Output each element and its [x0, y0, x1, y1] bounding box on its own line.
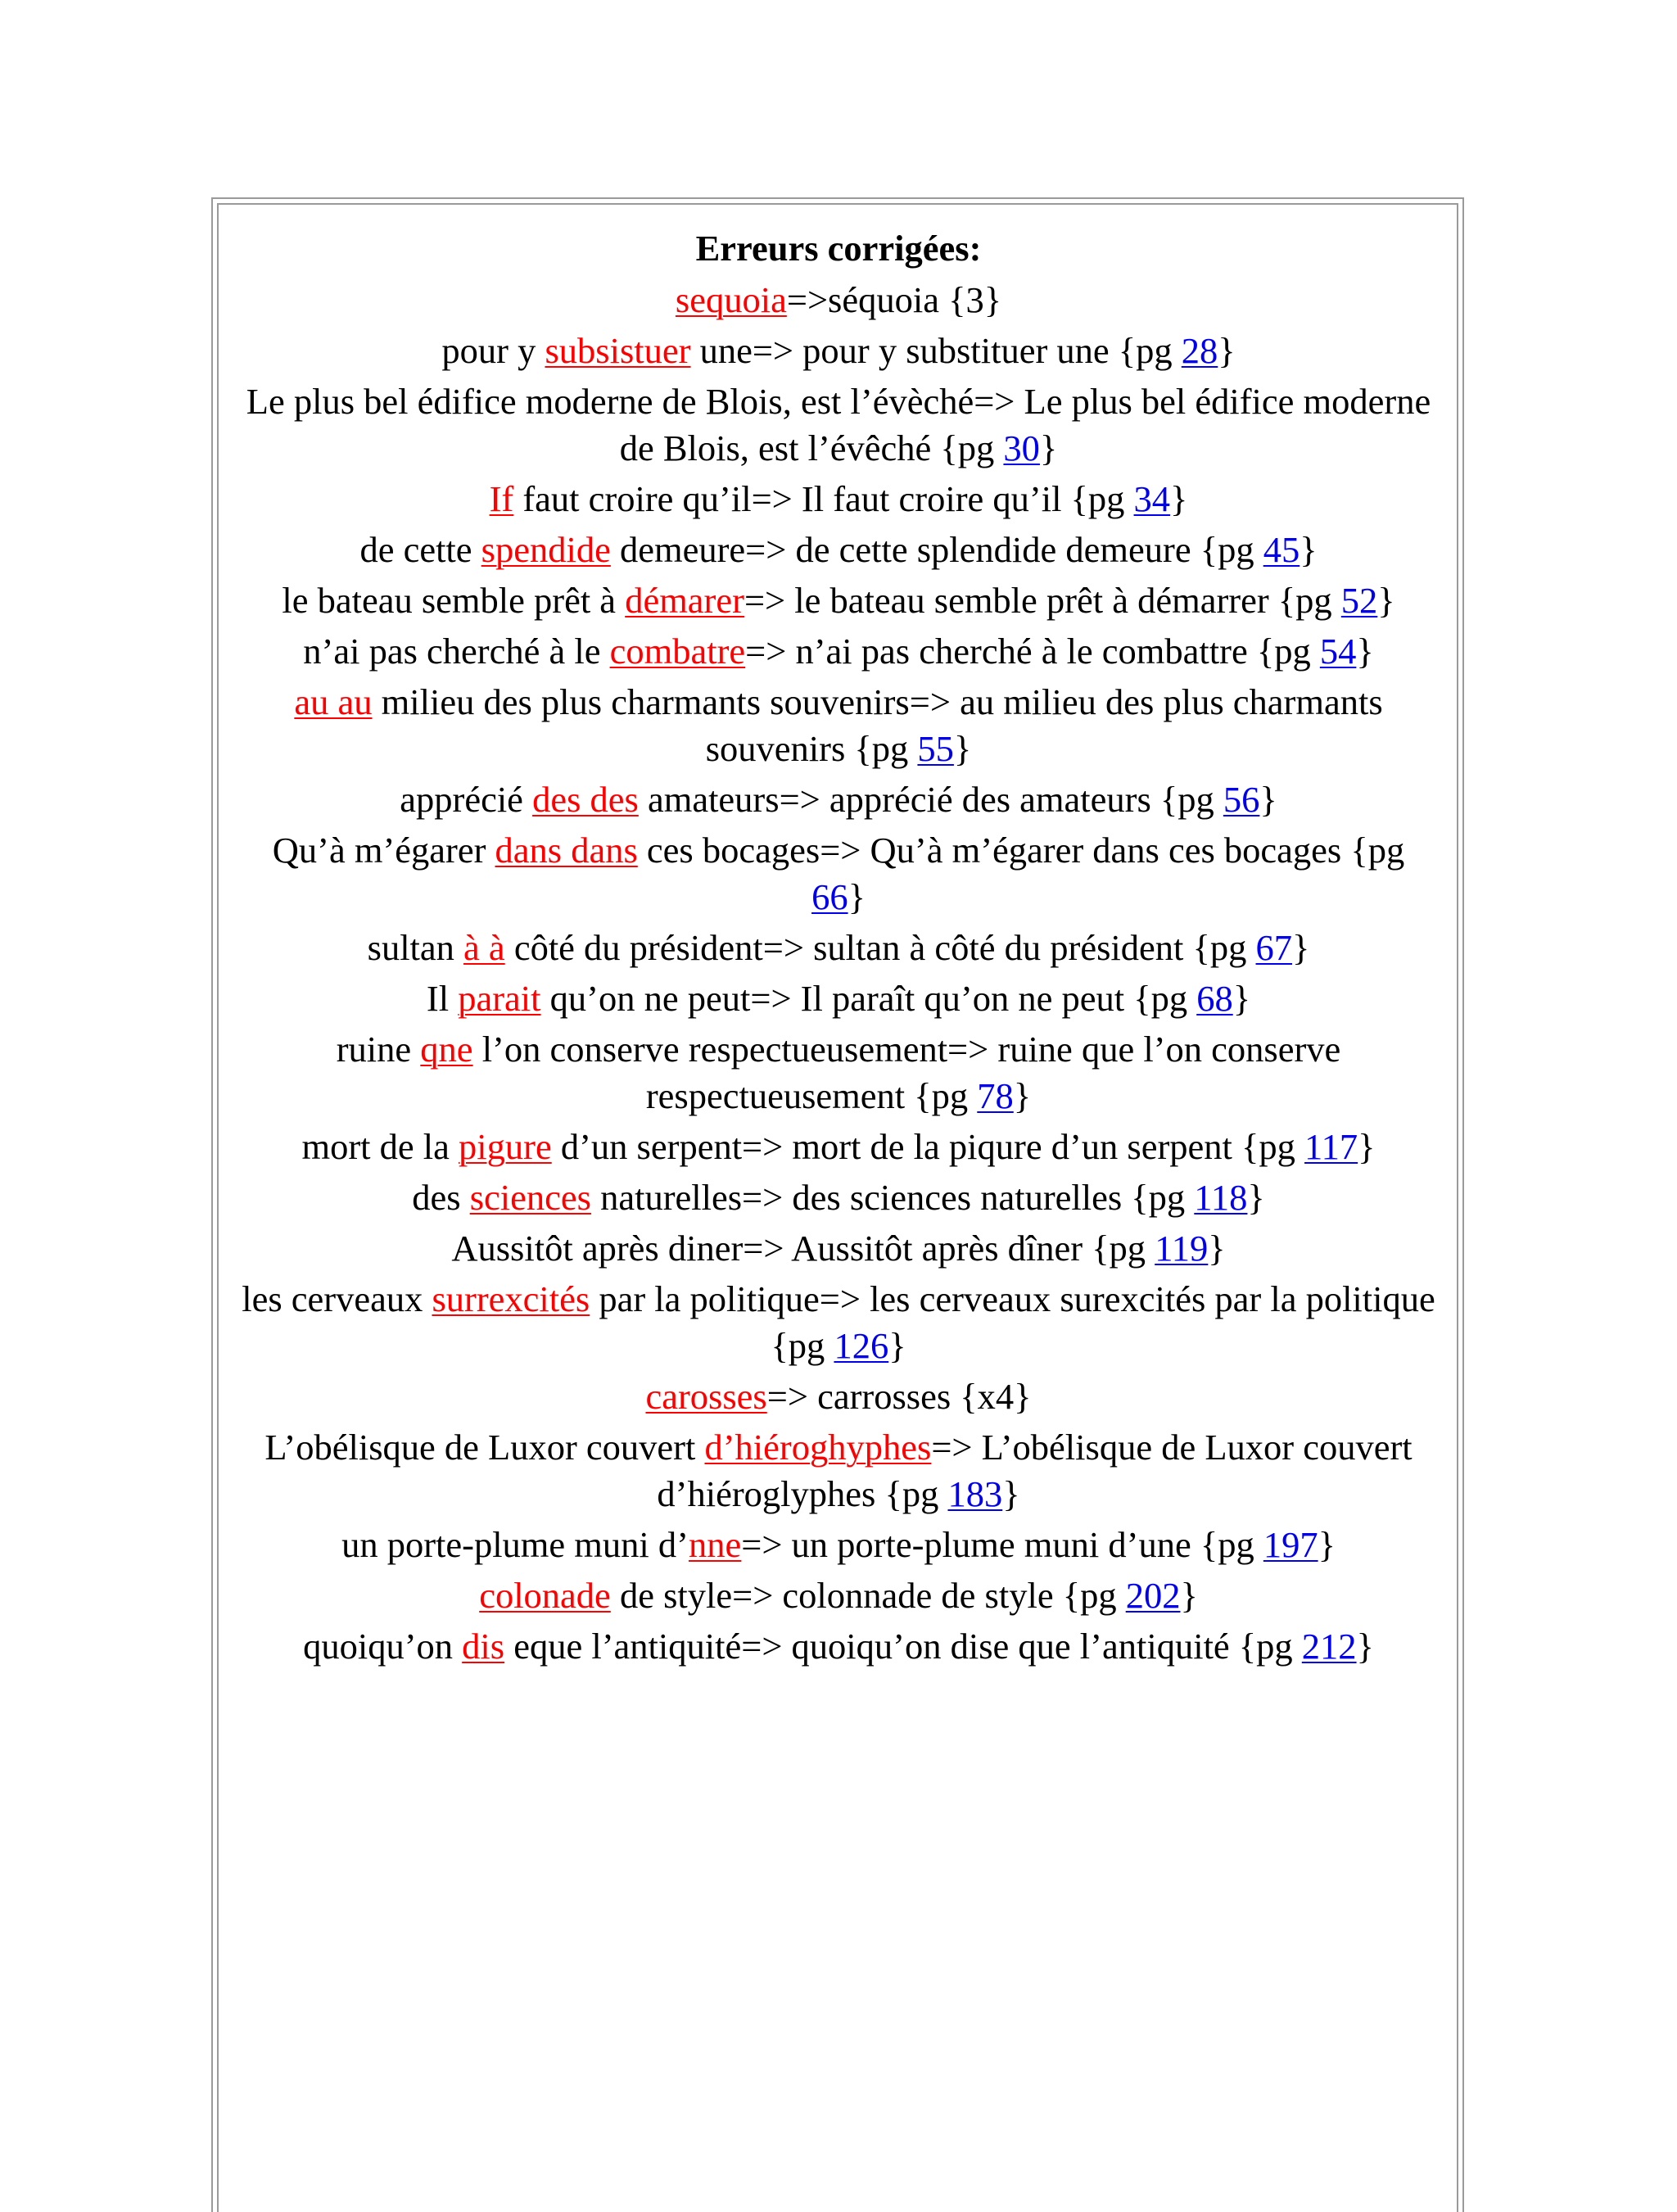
entry-close-brace: } — [1247, 1177, 1265, 1218]
entry-text-after: eque l’antiquité=> quoiqu’on dise que l’antiquité {pg — [504, 1626, 1302, 1667]
error-word: d’hiéroghyphes — [704, 1427, 932, 1468]
correction-entry — [242, 1276, 1435, 1369]
correction-entry — [242, 1424, 1435, 1518]
entry-text-after: amateurs=> apprécié des amateurs {pg — [638, 779, 1223, 820]
correction-entry — [242, 975, 1435, 1022]
error-word: sciences — [469, 1177, 591, 1218]
page-link[interactable]: 56 — [1223, 779, 1260, 820]
correction-entry — [242, 378, 1435, 472]
entry-text-before: pour y — [441, 330, 545, 371]
error-word: des des — [532, 779, 639, 820]
page-link[interactable]: 28 — [1181, 330, 1218, 371]
entry-text-after: côté du président=> sultan à côté du président {pg — [504, 927, 1256, 968]
error-word: subsistuer — [545, 330, 691, 371]
error-word: colonade — [479, 1575, 611, 1616]
page-link[interactable]: 45 — [1263, 529, 1300, 570]
entry-text-before: Qu’à m’égarer — [272, 830, 495, 871]
entry-close-brace: } — [1013, 1075, 1032, 1116]
entry-text-before: ruine — [336, 1029, 421, 1070]
entry-close-brace: } — [1180, 1575, 1198, 1616]
page-link[interactable]: 202 — [1125, 1575, 1181, 1616]
entry-text-before: les cerveaux — [242, 1278, 432, 1319]
page-link[interactable]: 34 — [1133, 478, 1171, 519]
corrections-list — [242, 225, 1435, 1674]
correction-entry — [242, 277, 1435, 323]
correction-entry — [242, 1522, 1435, 1568]
entry-close-brace: } — [1356, 631, 1374, 672]
error-word: démarer — [625, 580, 744, 621]
page-link[interactable]: 78 — [977, 1075, 1014, 1116]
error-word: nne — [688, 1524, 742, 1565]
entry-text-after: =>séquoia {3} — [786, 279, 1002, 320]
page-link[interactable]: 212 — [1301, 1626, 1357, 1667]
entry-close-brace: } — [953, 728, 972, 769]
correction-entry — [242, 925, 1435, 971]
entry-text-before: de cette — [359, 529, 481, 570]
correction-entry — [242, 1026, 1435, 1120]
error-word: dans dans — [495, 830, 638, 871]
correction-entry — [242, 1124, 1435, 1170]
entry-text-after: naturelles=> des sciences naturelles {pg — [590, 1177, 1195, 1218]
entry-close-brace: } — [1218, 330, 1236, 371]
entry-text-before: Le plus bel édifice moderne de Blois, est l’évèché=> Le plus bel édifice moderne de Blois, est l’évêché {pg — [246, 381, 1431, 468]
error-word: à à — [463, 927, 505, 968]
page-link[interactable]: 183 — [947, 1473, 1003, 1514]
page-link[interactable]: 126 — [834, 1325, 889, 1366]
page-link[interactable]: 197 — [1263, 1524, 1318, 1565]
entry-text-before: L’obélisque de Luxor couvert — [264, 1427, 705, 1468]
page-link[interactable]: 52 — [1340, 580, 1378, 621]
entry-text-before: des — [412, 1177, 470, 1218]
entry-text-after: par la politique=> les cerveaux surexcités par la politique {pg — [590, 1278, 1435, 1366]
error-word: carosses — [645, 1376, 767, 1417]
page-link[interactable]: 117 — [1304, 1126, 1358, 1167]
entry-text-before: n’ai pas cherché à le — [303, 631, 610, 672]
entry-close-brace: } — [1259, 779, 1277, 820]
entry-text-before: quoiqu’on — [303, 1626, 463, 1667]
entry-text-after: l’on conserve respectueusement=> ruine que l’on conserve respectueusement {pg — [472, 1029, 1341, 1116]
entry-text-after: milieu des plus charmants souvenirs=> au milieu des plus charmants souvenirs {pg — [372, 681, 1383, 769]
correction-entry — [242, 1225, 1435, 1272]
correction-entry — [242, 1572, 1435, 1619]
entry-close-brace: } — [1039, 427, 1058, 468]
entry-close-brace: } — [888, 1325, 906, 1366]
correction-entry — [242, 328, 1435, 374]
error-word: If — [489, 478, 514, 519]
correction-entry — [242, 776, 1435, 823]
entry-close-brace: } — [1377, 580, 1395, 621]
entry-text-after: => un porte-plume muni d’une {pg — [741, 1524, 1263, 1565]
page-link[interactable]: 118 — [1194, 1177, 1248, 1218]
entries-container — [242, 277, 1435, 1670]
page-link[interactable]: 30 — [1003, 427, 1040, 468]
entry-text-after: demeure=> de cette splendide demeure {pg — [610, 529, 1263, 570]
error-word: sequoia — [675, 279, 787, 320]
entry-text-after: de style=> colonnade de style {pg — [610, 1575, 1126, 1616]
error-word: spendide — [481, 529, 611, 570]
entry-close-brace: } — [1208, 1228, 1226, 1269]
entry-close-brace: } — [1292, 927, 1310, 968]
entry-text-after: qu’on ne peut=> Il paraît qu’on ne peut {pg — [540, 978, 1197, 1019]
error-word: surrexcités — [432, 1278, 590, 1319]
entry-text-after: => le bateau semble prêt à démarrer {pg — [744, 580, 1341, 621]
page-link[interactable]: 67 — [1255, 927, 1293, 968]
entry-text-after: => carrosses {x4} — [766, 1376, 1032, 1417]
entry-close-brace: } — [1300, 529, 1318, 570]
entry-close-brace: } — [848, 876, 866, 917]
entry-close-brace: } — [1232, 978, 1251, 1019]
entry-close-brace: } — [1356, 1626, 1374, 1667]
entry-close-brace: } — [1358, 1126, 1376, 1167]
error-word: parait — [458, 978, 541, 1019]
entry-text-before: un porte-plume muni d’ — [341, 1524, 689, 1565]
page-link[interactable]: 55 — [917, 728, 954, 769]
correction-entry — [242, 628, 1435, 675]
correction-entry — [242, 679, 1435, 772]
correction-entry — [242, 577, 1435, 624]
entry-close-brace: } — [1318, 1524, 1336, 1565]
entry-text-before: sultan — [367, 927, 464, 968]
correction-entry — [242, 1373, 1435, 1420]
error-word: dis — [462, 1626, 505, 1667]
entry-close-brace: } — [1170, 478, 1188, 519]
error-word: combatre — [609, 631, 746, 672]
entry-text-before: mort de la — [301, 1126, 459, 1167]
entry-text-before: Aussitôt après diner=> Aussitôt après dîner {pg — [451, 1228, 1155, 1269]
entry-text-before: apprécié — [400, 779, 533, 820]
page-link[interactable]: 119 — [1155, 1228, 1209, 1269]
page-link[interactable]: 68 — [1196, 978, 1233, 1019]
error-word: au au — [294, 681, 373, 722]
correction-entry — [242, 476, 1435, 522]
error-word: pigure — [459, 1126, 552, 1167]
entry-text-after: d’un serpent=> mort de la piqure d’un serpent {pg — [551, 1126, 1305, 1167]
entry-text-after: faut croire qu’il=> Il faut croire qu’il {pg — [513, 478, 1134, 519]
entry-text-before: le bateau semble prêt à — [282, 580, 626, 621]
entry-text-after: une=> pour y substituer une {pg — [690, 330, 1182, 371]
entry-text-after: => n’ai pas cherché à le combattre {pg — [745, 631, 1320, 672]
correction-entry — [242, 1623, 1435, 1670]
correction-entry — [242, 1174, 1435, 1221]
entry-text-after: ces bocages=> Qu’à m’égarer dans ces bocages {pg — [637, 830, 1405, 871]
correction-entry — [242, 527, 1435, 573]
error-word: qne — [420, 1029, 473, 1070]
page-title: Erreurs corrigées: — [695, 228, 982, 269]
correction-entry — [242, 827, 1435, 921]
page-link[interactable]: 66 — [811, 876, 848, 917]
page-link[interactable]: 54 — [1319, 631, 1357, 672]
entry-close-brace: } — [1002, 1473, 1020, 1514]
entry-text-after: => L’obélisque de Luxor couvert d’hiéroglyphes {pg — [657, 1427, 1413, 1514]
entry-text-before: Il — [426, 978, 459, 1019]
